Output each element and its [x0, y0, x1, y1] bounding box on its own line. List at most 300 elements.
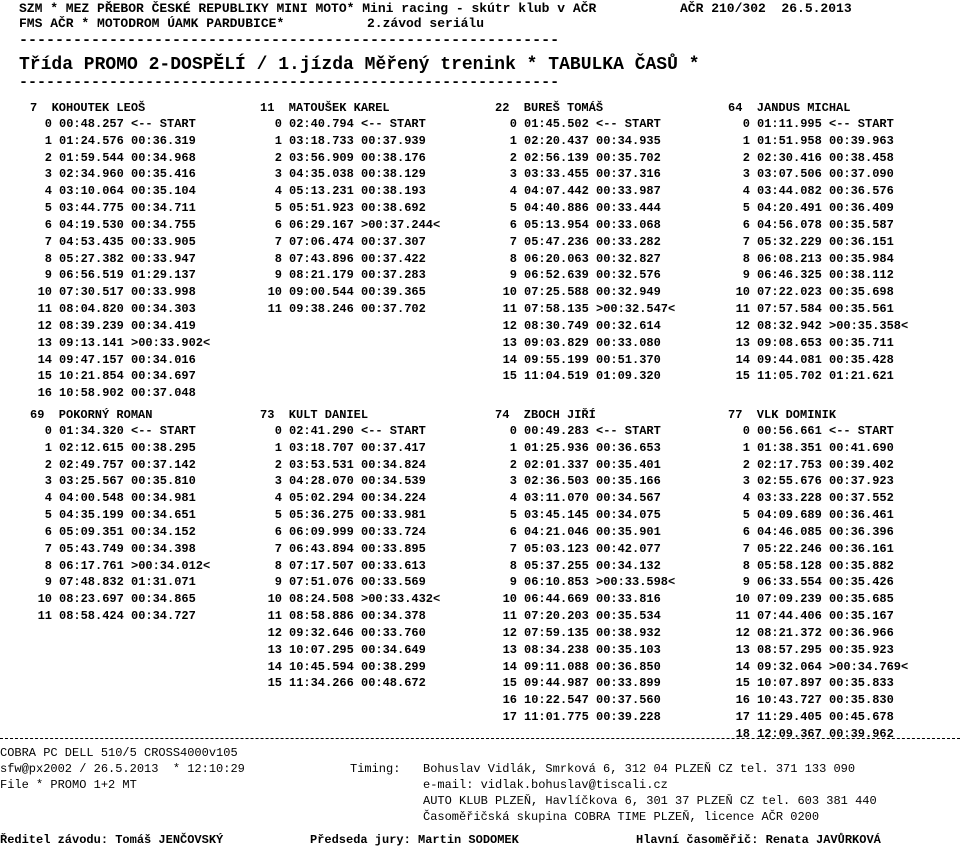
lap-row — [30, 183, 210, 200]
lap-number: 1 — [44, 133, 52, 148]
lap-row — [728, 675, 908, 692]
lap-row — [728, 625, 908, 642]
lap-number: 18 — [735, 726, 750, 741]
lap-number: 2 — [742, 150, 750, 165]
lap-time: 00:42.077 — [596, 541, 661, 556]
lap-number: 7 — [274, 234, 282, 249]
lap-elapsed-time: 10:22.547 — [524, 693, 589, 708]
lap-number: 7 — [742, 234, 750, 249]
lap-time: 00:33.816 — [596, 592, 661, 607]
lap-elapsed-time: 03:07.506 — [757, 167, 822, 182]
lap-number: 2 — [44, 457, 52, 472]
lap-row — [495, 166, 675, 183]
lap-number: 3 — [44, 474, 52, 489]
lap-elapsed-time: 07:48.832 — [59, 575, 124, 590]
lap-row — [30, 234, 210, 251]
lap-time: 00:36.653 — [596, 440, 661, 455]
lap-elapsed-time: 08:30.749 — [524, 318, 589, 333]
lap-time: 00:36.966 — [829, 625, 894, 640]
lap-number: 3 — [742, 167, 750, 182]
lap-number: 12 — [735, 625, 750, 640]
lap-number: 13 — [735, 642, 750, 657]
lap-elapsed-time: 05:03.123 — [524, 541, 589, 556]
lap-row — [728, 217, 908, 234]
lap-number: 17 — [735, 710, 750, 725]
lap-number: 4 — [44, 491, 52, 506]
lap-elapsed-time: 04:56.078 — [757, 217, 822, 232]
lap-time: 00:51.370 — [596, 352, 661, 367]
lap-row — [30, 574, 210, 591]
lap-time: 00:35.711 — [829, 335, 894, 350]
lap-elapsed-time: 04:20.491 — [757, 201, 822, 216]
event-title-line: SZM * MEZ PŘEBOR ČESKÉ REPUBLIKY MINI MOTO* Mini racing - skútr klub v AČR — [19, 1, 597, 16]
separator-footer — [0, 738, 960, 739]
lap-number: 7 — [44, 234, 52, 249]
lap-elapsed-time: 09:32.064 — [757, 659, 822, 674]
lap-elapsed-time: 09:44.081 — [757, 352, 822, 367]
lap-time: 00:37.142 — [131, 457, 196, 472]
lap-number: 12 — [735, 318, 750, 333]
lap-time: 00:34.651 — [131, 508, 196, 523]
lap-elapsed-time: 04:09.689 — [757, 508, 822, 523]
driver-name: 77 VLK DOMINIK — [728, 408, 837, 422]
lap-row — [495, 558, 675, 575]
lap-number: 16 — [37, 386, 52, 401]
lap-time: 00:34.935 — [596, 133, 661, 148]
lap-number: 5 — [274, 201, 282, 216]
lap-row — [495, 200, 675, 217]
lap-elapsed-time: 05:47.236 — [524, 234, 589, 249]
lap-elapsed-time: 06:08.213 — [757, 251, 822, 266]
lap-time: 00:38.295 — [131, 440, 196, 455]
lap-time: 01:29.137 — [131, 268, 196, 283]
lap-elapsed-time: 05:37.255 — [524, 558, 589, 573]
lap-number: 14 — [502, 352, 517, 367]
lap-row — [495, 217, 675, 234]
lap-time: >00:34.012< — [131, 558, 211, 573]
lap-number: 0 — [274, 117, 282, 131]
lap-row — [260, 150, 440, 167]
lap-elapsed-time: 10:45.594 — [289, 659, 354, 674]
lap-elapsed-time: 06:29.167 — [289, 217, 354, 232]
lap-elapsed-time: 06:09.999 — [289, 524, 354, 539]
lap-time: 00:33.760 — [361, 625, 426, 640]
lap-time: 00:36.850 — [596, 659, 661, 674]
lap-elapsed-time: 09:08.653 — [757, 335, 822, 350]
lap-time: 00:38.932 — [596, 625, 661, 640]
lap-row — [30, 116, 210, 133]
lap-number: 7 — [274, 541, 282, 556]
lap-time: 01:09.320 — [596, 369, 661, 384]
lap-elapsed-time: 07:43.896 — [289, 251, 354, 266]
lap-number: 0 — [274, 424, 282, 438]
lap-row — [495, 541, 675, 558]
lap-row — [728, 183, 908, 200]
race-director: Ředitel závodu: Tomáš JENČOVSKÝ — [0, 833, 224, 847]
lap-number: 6 — [742, 524, 750, 539]
lap-row — [260, 541, 440, 558]
driver-name: 69 POKORNÝ ROMAN — [30, 408, 153, 422]
lap-row — [30, 541, 210, 558]
lap-number: 10 — [502, 592, 517, 607]
lap-time: 00:33.444 — [596, 201, 661, 216]
lap-time: 00:34.132 — [596, 558, 661, 573]
lap-elapsed-time: 04:21.046 — [524, 524, 589, 539]
lap-row — [30, 251, 210, 268]
lap-row — [260, 574, 440, 591]
lap-row — [30, 608, 210, 625]
lap-row — [495, 133, 675, 150]
lap-elapsed-time: 02:01.337 — [524, 457, 589, 472]
lap-number: 16 — [735, 693, 750, 708]
lap-elapsed-time: 09:03.829 — [524, 335, 589, 350]
lap-elapsed-time: 08:58.886 — [289, 609, 354, 624]
lap-elapsed-time: 11:04.519 — [524, 369, 589, 384]
lap-row — [30, 335, 210, 352]
lap-time: 00:34.824 — [361, 457, 426, 472]
lap-number: 6 — [742, 217, 750, 232]
lap-elapsed-time: 09:00.544 — [289, 285, 354, 300]
lap-number: 15 — [267, 676, 282, 691]
lap-time: 00:34.567 — [596, 491, 661, 506]
lap-elapsed-time: 06:46.325 — [757, 268, 822, 283]
jury-chairman: Předseda jury: Martin SODOMEK — [310, 833, 519, 847]
lap-number: 10 — [735, 285, 750, 300]
lap-elapsed-time: 02:30.416 — [757, 150, 822, 165]
lap-time: 00:45.678 — [829, 710, 894, 725]
lap-elapsed-time: 03:53.531 — [289, 457, 354, 472]
lap-elapsed-time: 02:17.753 — [757, 457, 822, 472]
lap-row — [30, 267, 210, 284]
lap-elapsed-time: 05:36.275 — [289, 508, 354, 523]
lap-row — [728, 335, 908, 352]
lap-elapsed-time: 10:21.854 — [59, 369, 124, 384]
lap-row — [495, 457, 675, 474]
lap-number: 4 — [742, 184, 750, 199]
lap-elapsed-time: 02:36.503 — [524, 474, 589, 489]
driver-block — [495, 100, 675, 385]
lap-row — [728, 558, 908, 575]
lap-elapsed-time: 09:32.646 — [289, 625, 354, 640]
lap-time: 00:39.365 — [361, 285, 426, 300]
lap-elapsed-time: 03:11.070 — [524, 491, 589, 506]
lap-number: 0 — [509, 117, 517, 131]
lap-elapsed-time: 01:34.320 — [59, 424, 124, 438]
lap-elapsed-time: 03:33.228 — [757, 491, 822, 506]
lap-time: 00:37.048 — [131, 386, 196, 401]
lap-row — [495, 473, 675, 490]
lap-number: 14 — [502, 659, 517, 674]
lap-row — [30, 490, 210, 507]
lap-time: 00:33.987 — [596, 184, 661, 199]
lap-number: 3 — [274, 167, 282, 182]
lap-time: 00:33.895 — [361, 541, 426, 556]
lap-time: 00:36.151 — [829, 234, 894, 249]
lap-number: 6 — [44, 217, 52, 232]
lap-row — [30, 166, 210, 183]
lap-row — [495, 675, 675, 692]
lap-row — [260, 251, 440, 268]
driver-block — [260, 100, 440, 318]
lap-time: 00:35.923 — [829, 642, 894, 657]
lap-number: 4 — [509, 184, 517, 199]
lap-number: 13 — [267, 642, 282, 657]
lap-row — [495, 352, 675, 369]
lap-time: <-- START — [361, 424, 426, 438]
lap-time: 00:35.401 — [596, 457, 661, 472]
lap-time: 00:35.167 — [829, 609, 894, 624]
lap-time: 00:35.882 — [829, 558, 894, 573]
lap-row — [728, 726, 908, 743]
lap-time: 00:35.428 — [829, 352, 894, 367]
timing-contact: Bohuslav Vidlák, Smrková 6, 312 04 PLZEŇ CZ tel. 371 133 090 — [423, 762, 856, 776]
lap-time: 00:34.755 — [131, 217, 196, 232]
lap-elapsed-time: 06:33.554 — [757, 575, 822, 590]
lap-row — [728, 507, 908, 524]
lap-number: 10 — [267, 285, 282, 300]
lap-row — [260, 166, 440, 183]
lap-time: 00:35.104 — [131, 184, 196, 199]
lap-elapsed-time: 08:21.372 — [757, 625, 822, 640]
lap-time: 00:34.378 — [361, 609, 426, 624]
lap-elapsed-time: 08:21.179 — [289, 268, 354, 283]
lap-row — [728, 440, 908, 457]
lap-number: 9 — [44, 268, 52, 283]
lap-elapsed-time: 01:38.351 — [757, 440, 822, 455]
lap-number: 6 — [509, 217, 517, 232]
lap-time: 00:34.697 — [131, 369, 196, 384]
lap-time: 00:37.702 — [361, 302, 426, 317]
lap-row — [728, 200, 908, 217]
lap-number: 12 — [502, 625, 517, 640]
lap-time: 00:35.830 — [829, 693, 894, 708]
lap-time: >00:37.244< — [361, 217, 441, 232]
separator-top: ------------------------------------------------------------ — [19, 36, 560, 46]
lap-row — [495, 183, 675, 200]
lap-row — [728, 150, 908, 167]
lap-elapsed-time: 06:44.669 — [524, 592, 589, 607]
lap-time: 00:35.810 — [131, 474, 196, 489]
lap-number: 3 — [509, 474, 517, 489]
lap-number: 9 — [274, 575, 282, 590]
lap-time: 00:35.534 — [596, 609, 661, 624]
lap-time: <-- START — [131, 117, 196, 131]
lap-time: 00:33.569 — [361, 575, 426, 590]
lap-row — [728, 642, 908, 659]
lap-number: 11 — [735, 302, 750, 317]
timing-email: e-mail: vidlak.bohuslav@tiscali.cz — [423, 778, 668, 792]
lap-row — [30, 217, 210, 234]
lap-number: 10 — [37, 592, 52, 607]
lap-elapsed-time: 05:32.229 — [757, 234, 822, 249]
lap-number: 2 — [274, 457, 282, 472]
lap-row — [260, 234, 440, 251]
lap-elapsed-time: 03:56.909 — [289, 150, 354, 165]
lap-elapsed-time: 04:00.548 — [59, 491, 124, 506]
lap-row — [728, 473, 908, 490]
lap-elapsed-time: 05:09.351 — [59, 524, 124, 539]
lap-number: 5 — [742, 508, 750, 523]
lap-number: 17 — [502, 710, 517, 725]
lap-number: 11 — [37, 609, 52, 624]
lap-time: 00:33.899 — [596, 676, 661, 691]
lap-time: 00:38.458 — [829, 150, 894, 165]
driver-block — [30, 100, 210, 402]
lap-row — [495, 234, 675, 251]
lap-elapsed-time: 07:06.474 — [289, 234, 354, 249]
lap-row — [30, 473, 210, 490]
lap-row — [30, 200, 210, 217]
timing-group: Časoměřičská skupina COBRA TIME PLZEŇ, licence AČR 0200 — [423, 810, 820, 824]
lap-time: 00:37.307 — [361, 234, 426, 249]
lap-number: 2 — [742, 457, 750, 472]
lap-number: 7 — [509, 541, 517, 556]
lap-number: 7 — [44, 541, 52, 556]
lap-row — [728, 166, 908, 183]
lap-time: 00:37.090 — [829, 167, 894, 182]
lap-elapsed-time: 07:44.406 — [757, 609, 822, 624]
driver-block — [728, 407, 908, 743]
lap-time: >00:33.598< — [596, 575, 676, 590]
lap-number: 10 — [267, 592, 282, 607]
lap-elapsed-time: 09:11.088 — [524, 659, 589, 674]
lap-elapsed-time: 07:57.584 — [757, 302, 822, 317]
lap-time: 00:34.016 — [131, 352, 196, 367]
lap-time: 00:38.112 — [829, 268, 894, 283]
lap-row — [728, 368, 908, 385]
lap-elapsed-time: 05:13.231 — [289, 184, 354, 199]
lap-row — [495, 625, 675, 642]
file-name: File * PROMO 1+2 MT — [0, 778, 137, 792]
lap-number: 1 — [274, 440, 282, 455]
lap-elapsed-time: 07:22.023 — [757, 285, 822, 300]
lap-row — [728, 133, 908, 150]
lap-number: 3 — [44, 167, 52, 182]
driver-block — [30, 407, 210, 625]
lap-time: >00:32.547< — [596, 302, 676, 317]
lap-number: 9 — [742, 268, 750, 283]
lap-row — [260, 284, 440, 301]
lap-row — [728, 423, 908, 440]
lap-number: 4 — [274, 491, 282, 506]
lap-row — [260, 659, 440, 676]
lap-number: 15 — [502, 369, 517, 384]
lap-time: 00:38.176 — [361, 150, 426, 165]
lap-number: 3 — [742, 474, 750, 489]
lap-row — [728, 284, 908, 301]
lap-time: 00:35.416 — [131, 167, 196, 182]
lap-number: 1 — [274, 133, 282, 148]
lap-row — [30, 368, 210, 385]
lap-time: 00:38.193 — [361, 184, 426, 199]
lap-time: 00:36.161 — [829, 541, 894, 556]
lap-number: 15 — [37, 369, 52, 384]
lap-number: 15 — [502, 676, 517, 691]
lap-elapsed-time: 05:27.382 — [59, 251, 124, 266]
lap-row — [30, 507, 210, 524]
lap-elapsed-time: 06:52.639 — [524, 268, 589, 283]
lap-number: 5 — [274, 508, 282, 523]
lap-row — [495, 507, 675, 524]
lap-elapsed-time: 06:56.519 — [59, 268, 124, 283]
lap-elapsed-time: 02:34.960 — [59, 167, 124, 182]
lap-row — [260, 473, 440, 490]
lap-time: 00:33.981 — [361, 508, 426, 523]
chief-timekeeper: Hlavní časoměřič: Renata JAVŮRKOVÁ — [636, 833, 881, 847]
lap-time: 00:33.613 — [361, 558, 426, 573]
lap-number: 9 — [509, 268, 517, 283]
lap-number: 9 — [509, 575, 517, 590]
lap-number: 15 — [735, 369, 750, 384]
lap-row — [260, 642, 440, 659]
lap-elapsed-time: 08:23.697 — [59, 592, 124, 607]
lap-elapsed-time: 01:25.936 — [524, 440, 589, 455]
lap-row — [30, 423, 210, 440]
lap-row — [728, 457, 908, 474]
lap-elapsed-time: 09:47.157 — [59, 352, 124, 367]
lap-number: 6 — [274, 524, 282, 539]
lap-time: 00:33.947 — [131, 251, 196, 266]
driver-name: 11 MATOUŠEK KAREL — [260, 101, 390, 115]
lap-elapsed-time: 06:43.894 — [289, 541, 354, 556]
lap-elapsed-time: 02:49.757 — [59, 457, 124, 472]
lap-number: 8 — [274, 251, 282, 266]
lap-elapsed-time: 04:46.085 — [757, 524, 822, 539]
lap-elapsed-time: 04:35.038 — [289, 167, 354, 182]
lap-row — [30, 524, 210, 541]
lap-time: 00:36.409 — [829, 201, 894, 216]
lap-time: 00:32.576 — [596, 268, 661, 283]
lap-number: 2 — [44, 150, 52, 165]
lap-row — [495, 659, 675, 676]
lap-number: 7 — [509, 234, 517, 249]
page-title: Třída PROMO 2-DOSPĚLÍ / 1.jízda Měřený trenink * TABULKA ČASŮ * — [19, 55, 700, 75]
lap-time: 00:34.224 — [361, 491, 426, 506]
lap-number: 8 — [509, 558, 517, 573]
lap-row — [30, 440, 210, 457]
lap-time: >00:35.358< — [829, 318, 909, 333]
lap-time: 00:37.417 — [361, 440, 426, 455]
lap-row — [30, 318, 210, 335]
lap-elapsed-time: 06:10.853 — [524, 575, 589, 590]
lap-time: 00:35.702 — [596, 150, 661, 165]
lap-elapsed-time: 00:56.661 — [757, 424, 822, 438]
lap-time: 00:37.923 — [829, 474, 894, 489]
lap-elapsed-time: 07:51.076 — [289, 575, 354, 590]
lap-elapsed-time: 04:35.199 — [59, 508, 124, 523]
lap-row — [495, 574, 675, 591]
lap-time: 00:37.316 — [596, 167, 661, 182]
lap-time: 00:35.166 — [596, 474, 661, 489]
lap-time: 00:38.692 — [361, 201, 426, 216]
lap-time: 00:34.539 — [361, 474, 426, 489]
lap-elapsed-time: 09:44.987 — [524, 676, 589, 691]
lap-row — [495, 150, 675, 167]
lap-elapsed-time: 01:11.995 — [757, 117, 822, 131]
lap-number: 11 — [37, 302, 52, 317]
lap-row — [495, 423, 675, 440]
lap-time: >00:33.902< — [131, 335, 211, 350]
lap-number: 4 — [509, 491, 517, 506]
lap-elapsed-time: 08:34.238 — [524, 642, 589, 657]
lap-row — [728, 318, 908, 335]
timing-club: AUTO KLUB PLZEŇ, Havlíčkova 6, 301 37 PLZEŇ CZ tel. 603 381 440 — [423, 794, 877, 808]
lap-row — [495, 591, 675, 608]
lap-number: 0 — [44, 117, 52, 131]
lap-time: 00:33.724 — [361, 524, 426, 539]
lap-elapsed-time: 06:17.761 — [59, 558, 124, 573]
lap-number: 13 — [502, 335, 517, 350]
